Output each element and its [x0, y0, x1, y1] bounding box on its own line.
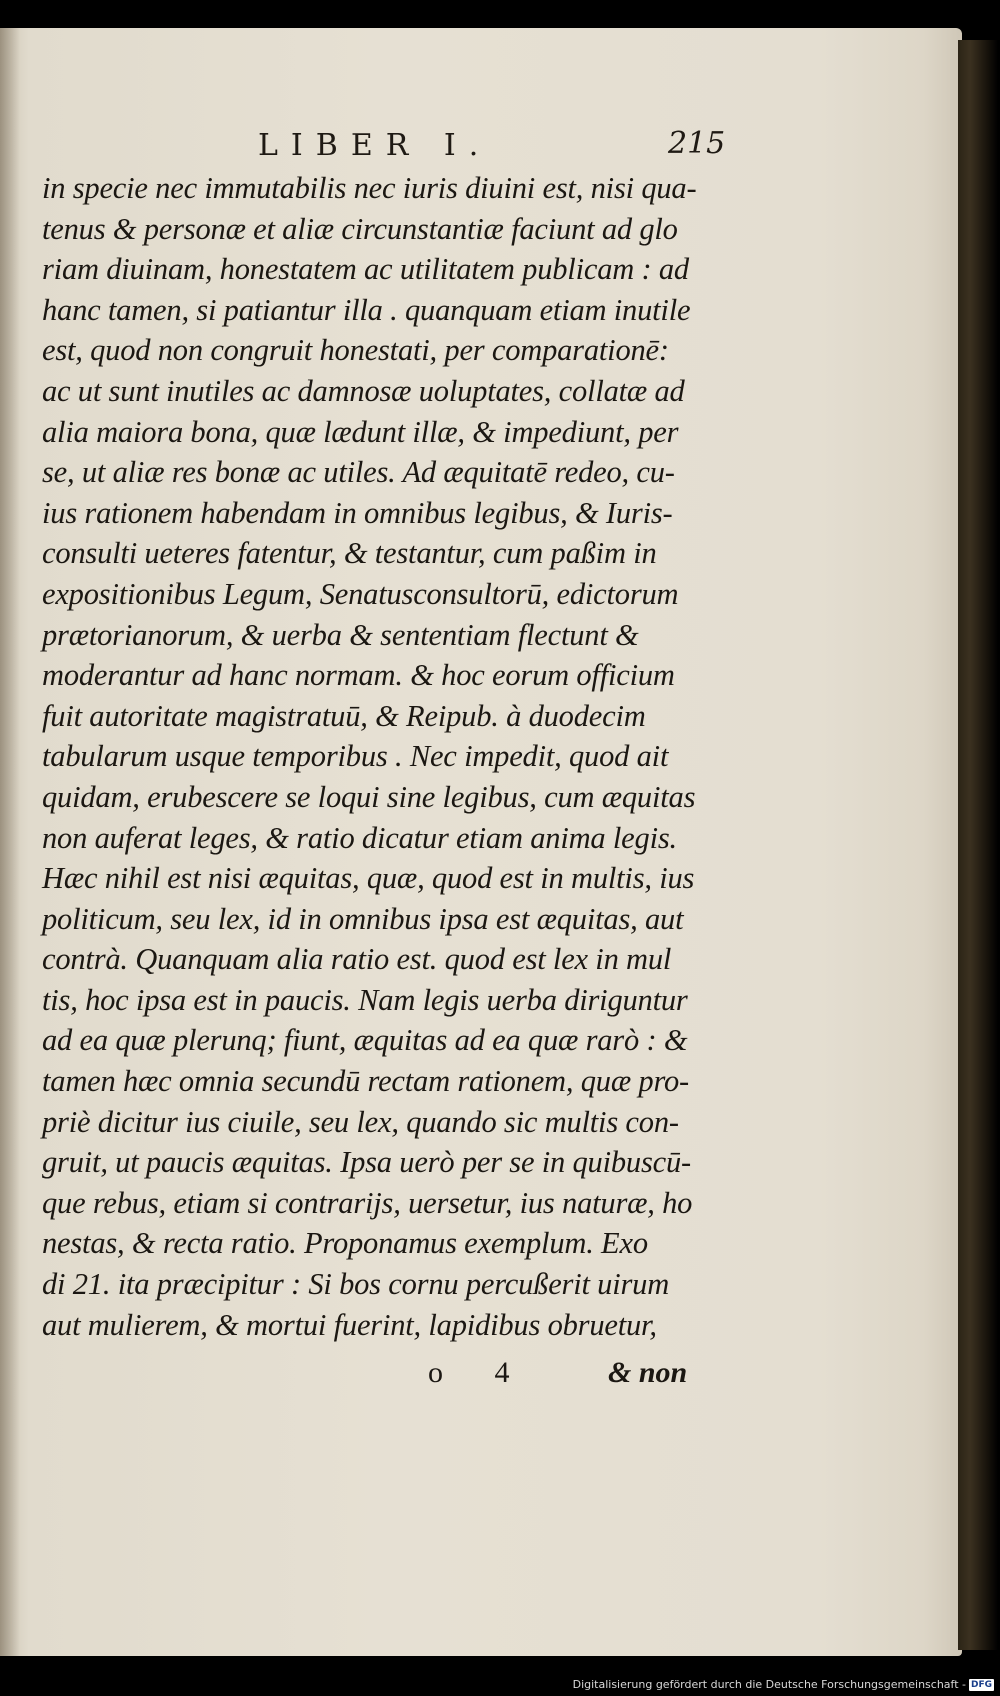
- credit-text: Digitalisierung gefördert durch die Deutsche Forschungsgemeinschaft -: [572, 1678, 966, 1691]
- text-line: aut mulierem, & mortui fuerint, lapidibus obruetur,: [42, 1307, 657, 1342]
- text-line: alia maiora bona, quæ lædunt illæ, & impediunt, per: [42, 414, 679, 449]
- body-text: [42, 168, 732, 1345]
- text-line: consulti ueteres fatentur, & testantur, cum paßim in: [42, 536, 657, 571]
- text-line: quidam, erubescere se loqui sine legibus, cum æquitas: [42, 779, 696, 814]
- spine-shadow: [0, 28, 20, 1656]
- text-line: di 21. ita præcipitur : Si bos cornu percußerit uirum: [42, 1267, 670, 1302]
- text-line: tamen hæc omnia secundū rectam rationem, quæ pro-: [42, 1064, 689, 1099]
- text-line: tenus & personæ et aliæ circunstantiæ faciunt ad glo: [42, 211, 678, 246]
- dfg-logo-icon: DFG: [970, 1680, 992, 1690]
- text-line: contrà. Quanquam alia ratio est. quod est lex in mul: [42, 942, 672, 977]
- text-line: ad ea quæ plerunq; fiunt, æquitas ad ea quæ rarò : &: [42, 1023, 688, 1058]
- text-line: ius rationem habendam in omnibus legibus, & Iuris-: [42, 495, 673, 530]
- signature-mark: o 4: [428, 1356, 532, 1389]
- text-line: fuit autoritate magistratuū, & Reipub. à duodecim: [42, 698, 646, 733]
- text-line: tis, hoc ipsa est in paucis. Nam legis uerba diriguntur: [42, 982, 688, 1017]
- text-line: riam diuinam, honestatem ac utilitatem publicam : ad: [42, 252, 689, 287]
- text-line: prætorianorum, & uerba & sententiam flectunt &: [42, 617, 639, 652]
- text-line: ac ut sunt inutiles ac damnosæ uoluptates, collatæ ad: [42, 373, 685, 408]
- digitization-credit: [573, 1676, 994, 1694]
- text-line: non auferat leges, & ratio dicatur etiam anima legis.: [42, 820, 677, 855]
- text-line: que rebus, etiam si contrarijs, uersetur, ius naturæ, ho: [42, 1185, 693, 1220]
- text-line: se, ut aliæ res bonæ ac utiles. Ad æquitatē redeo, cu-: [42, 455, 675, 490]
- text-line: moderantur ad hanc normam. & hoc eorum officium: [42, 658, 675, 693]
- text-line: priè dicitur ius ciuile, seu lex, quando sic multis con-: [42, 1104, 679, 1139]
- text-line: expositionibus Legum, Senatusconsultorū, edictorum: [42, 576, 679, 611]
- book-edge: [958, 40, 998, 1650]
- text-line: nestas, & recta ratio. Proponamus exemplum. Exo: [42, 1226, 648, 1261]
- text-line: politicum, seu lex, id in omnibus ipsa est æquitas, aut: [42, 901, 684, 936]
- text-line: est, quod non congruit honestati, per comparationē:: [42, 333, 669, 368]
- catchword: & non: [608, 1356, 688, 1389]
- page-number: 215: [668, 126, 726, 161]
- text-line: Hæc nihil est nisi æquitas, quæ, quod est in multis, ius: [42, 861, 695, 896]
- text-line: gruit, ut paucis æquitas. Ipsa uerò per se in quibuscū-: [42, 1145, 691, 1180]
- text-line: hanc tamen, si patiantur illa . quanquam etiam inutile: [42, 292, 691, 327]
- text-line: in specie nec immutabilis nec iuris diuini est, nisi qua-: [42, 171, 697, 205]
- page-header: [258, 126, 726, 168]
- running-title: LIBER I.: [258, 128, 492, 163]
- text-line: tabularum usque temporibus . Nec impedit, quod ait: [42, 739, 669, 774]
- page-footer: [428, 1356, 728, 1396]
